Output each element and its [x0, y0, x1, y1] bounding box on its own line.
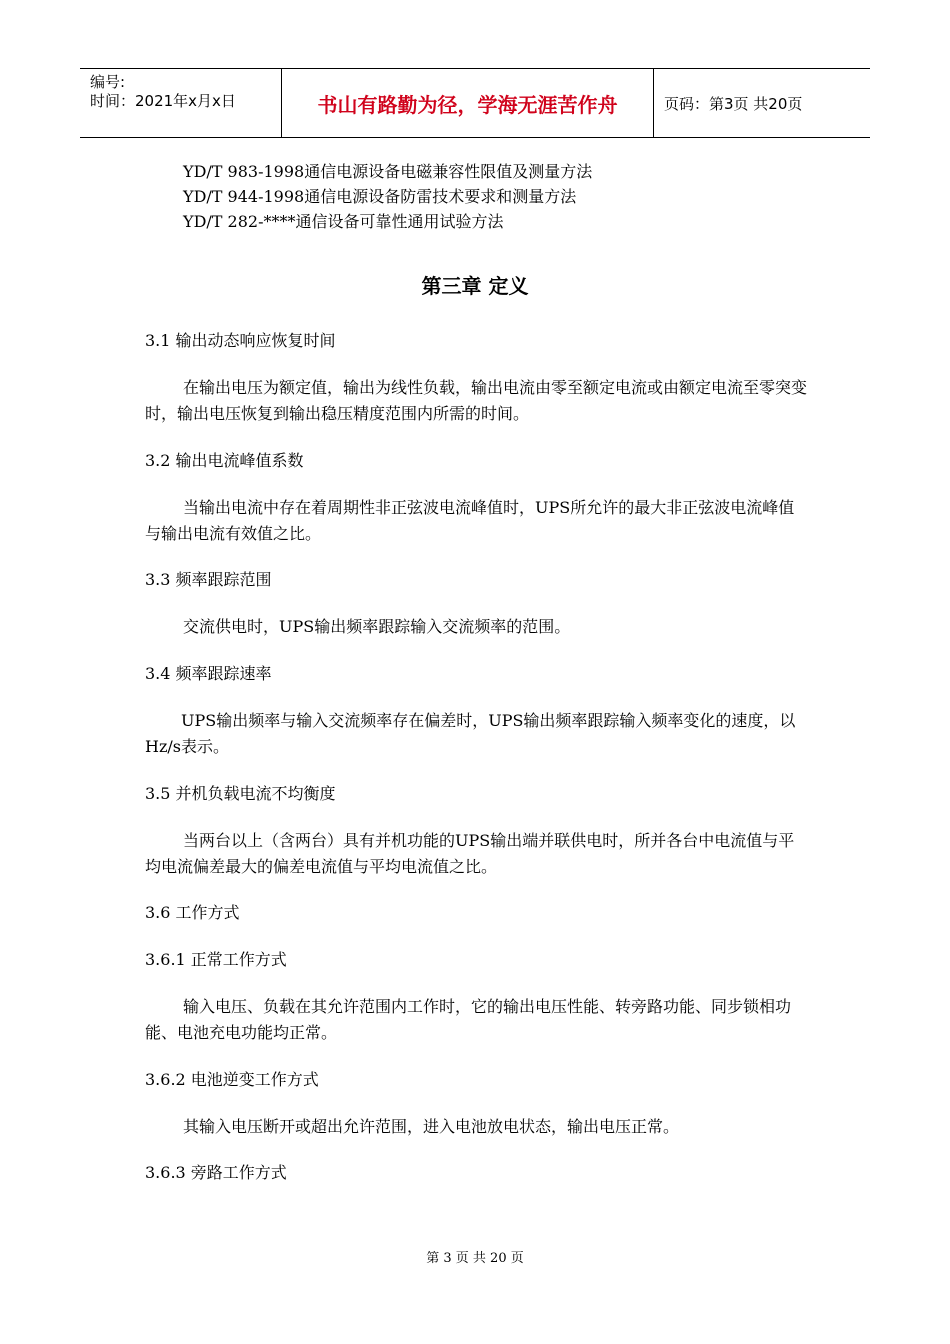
standard-line: YD/T 944-1998通信电源设备防雷技术要求和测量方法: [183, 187, 577, 206]
page-footer: 第 3 页 共 20 页: [426, 1251, 524, 1266]
page-header: [80, 68, 870, 138]
section-title: 3.6.2 电池逆变工作方式: [145, 1070, 319, 1089]
section-paragraph: 输入电压、负载在其允许范围内工作时，它的输出电压性能、转旁路功能、同步锁相功能、电池充电功能均正常。: [145, 997, 792, 1042]
section-title: 3.4 频率跟踪速率: [145, 664, 272, 683]
section-title: 3.1 输出动态响应恢复时间: [145, 331, 336, 350]
header-motto: 书山有路勤为径，学海无涯苦作舟: [282, 69, 654, 137]
section-title: 3.2 输出电流峰值系数: [145, 451, 304, 470]
standard-line: YD/T 983-1998通信电源设备电磁兼容性限值及测量方法: [183, 162, 593, 181]
header-time-label: 时间：2021年x月x日: [90, 92, 236, 110]
section-paragraph: 在输出电压为额定值，输出为线性负载，输出电流由零至额定电流或由额定电流至零突变时，输出电压恢复到输出稳压精度范围内所需的时间。: [145, 378, 808, 423]
header-page-info: 页码：第3页 共20页: [664, 94, 803, 113]
header-meta: [80, 69, 282, 137]
section-paragraph: 交流供电时，UPS输出频率跟踪输入交流频率的范围。: [183, 617, 571, 636]
chapter-title: 第三章 定义: [421, 274, 529, 298]
section-title: 3.5 并机负载电流不均衡度: [145, 784, 336, 803]
section-paragraph: 当两台以上（含两台）具有并机功能的UPS输出端并联供电时，所并各台中电流值与平均电流偏差最大的偏差电流值与平均电流值之比。: [145, 831, 795, 876]
section-paragraph: 其输入电压断开或超出允许范围，进入电池放电状态，输出电压正常。: [183, 1117, 680, 1136]
section-title: 3.6 工作方式: [145, 903, 240, 922]
standard-line: YD/T 282-****通信设备可靠性通用试验方法: [183, 212, 504, 231]
section-paragraph: 当输出电流中存在着周期性非正弦波电流峰值时，UPS所允许的最大非正弦波电流峰值与输出电流有效值之比。: [145, 498, 795, 543]
section-title: 3.6.1 正常工作方式: [145, 950, 287, 969]
section-title: 3.3 频率跟踪范围: [145, 570, 272, 589]
section-title: 3.6.3 旁路工作方式: [145, 1163, 287, 1182]
header-number-label: 编号:: [90, 73, 126, 91]
section-paragraph: UPS输出频率与输入交流频率存在偏差时，UPS输出频率跟踪输入频率变化的速度，以Hz/s表示。: [145, 711, 796, 756]
